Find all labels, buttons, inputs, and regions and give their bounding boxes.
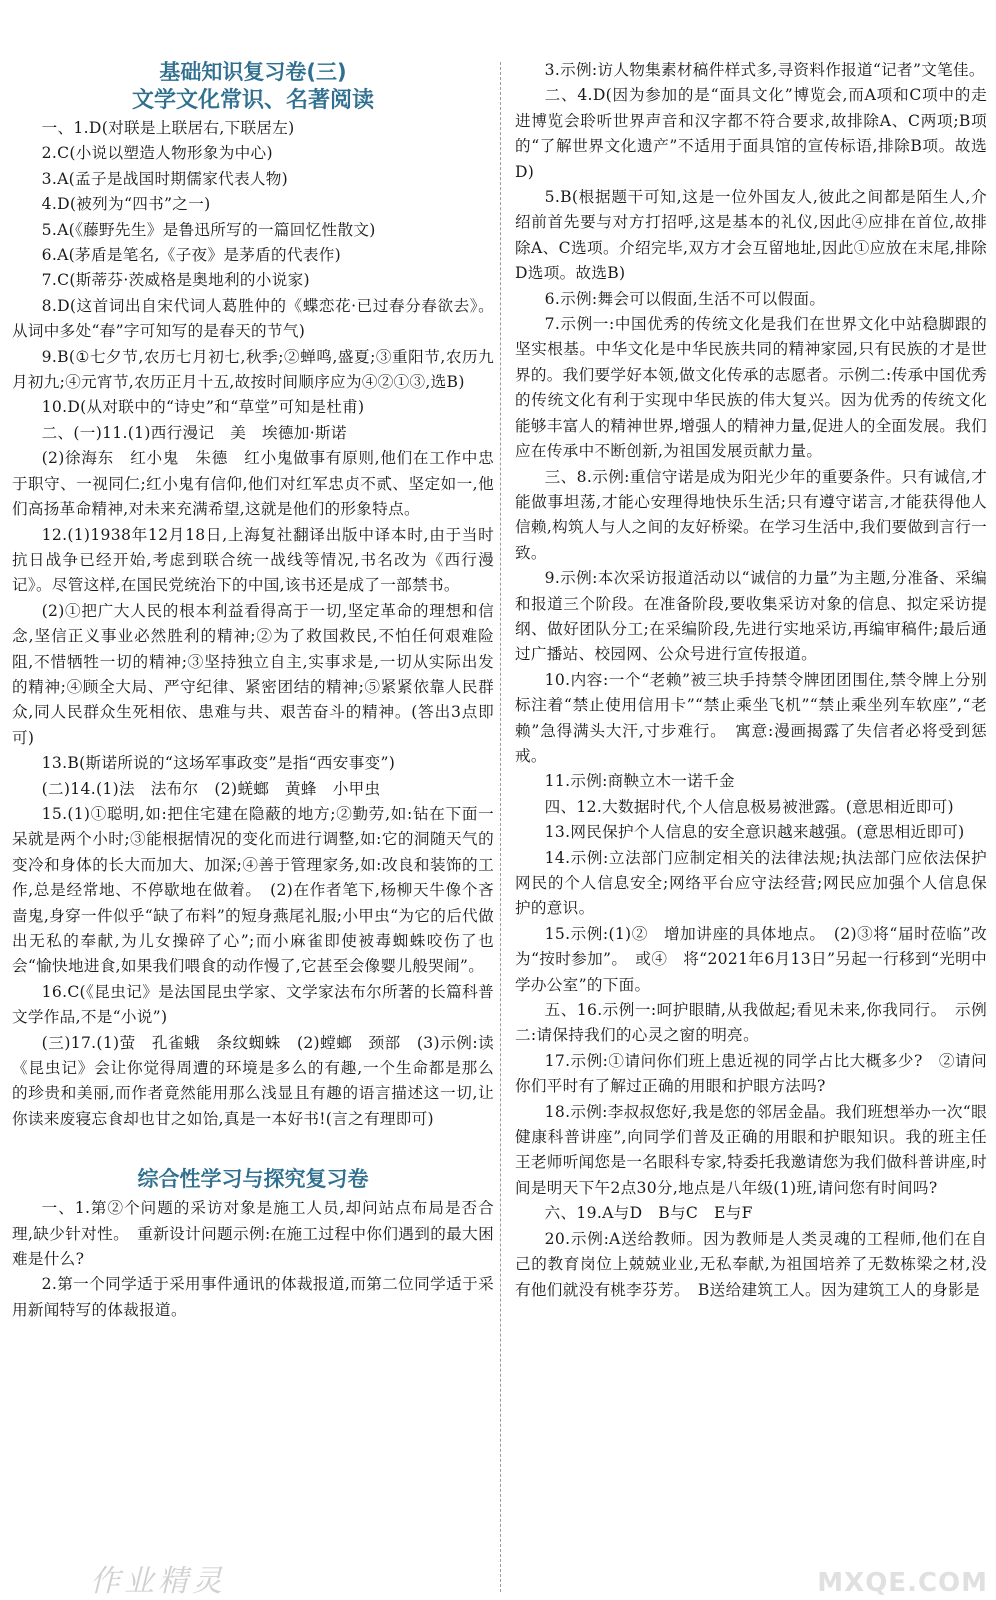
answer-paragraph: 20.示例:A送给教师。因为教师是人类灵魂的工程师,他们在自己的教育岗位上兢兢业业,无私奉献,为祖国培养了无数栋梁之材,没有他们就没有桃李芬芳。 B送给建筑工人。因为建筑工人的身影是: [515, 1229, 987, 1299]
answer-paragraph: (二)14.(1)法 法布尔 (2)蜣螂 黄蜂 小甲虫: [41, 779, 381, 798]
answer-paragraph: 2.第一个同学适于采用事件通讯的体裁报道,而第二位同学适于采用新闻特写的体裁报道。: [12, 1275, 494, 1319]
answer-paragraph: 2.C(小说以塑造人物形象为中心): [41, 144, 273, 163]
answer-paragraph: 7.C(斯蒂芬·茨威格是奥地利的小说家): [41, 271, 310, 290]
answer-paragraph: 15.(1)①聪明,如:把住宅建在隐蔽的地方;②勤劳,如:钻在下面一呆就是两个小时;③能根据情况的变化而进行调整,如:它的洞随天气的变冷和身体的长大而加大、加深;④善于管理家务,如:改良和装饰的工作,总是经常地、不停歇地在做着。 (2)在作者笔下,杨柳天牛像个吝啬鬼,身穿一件似乎“缺了布料”的短身燕尾礼服;小甲虫“为它的后代做出无私的奉献,为儿女操碎了心”;而小麻雀即使被毒蜘蛛咬伤了也会“愉快地进食,如果我们喂食的动作慢了,它甚至会像婴儿般哭闹”。: [12, 804, 494, 976]
right-answer-list: [515, 58, 987, 1303]
answer-paragraph: 13.网民保护个人信息的安全意识越来越强。(意思相近即可): [544, 823, 965, 842]
answer-paragraph: 6.A(茅盾是笔名,《子夜》是茅盾的代表作): [41, 246, 341, 265]
answer-paragraph: 6.示例:舞会可以假面,生活不可以假面。: [544, 289, 826, 308]
answer-paragraph: 5.A(《藤野先生》是鲁迅所写的一篇回忆性散文): [41, 220, 376, 239]
answer-paragraph: 12.(1)1938年12月18日,上海复社翻译出版中译本时,由于当时抗日战争已经开始,考虑到联合统一战线等情况,书名改为《西行漫记》。尽管这样,在国民党统治下的中国,该书还是成了一部禁书。: [12, 525, 494, 595]
answer-paragraph: 一、1.第②个问题的采访对象是施工人员,却问站点布局是否合理,缺少针对性。 重新设计问题示例:在施工过程中你们遇到的最大困难是什么?: [12, 1199, 494, 1269]
left-column: [12, 58, 494, 1323]
answer-paragraph: 4.D(被列为“四书”之一): [41, 195, 211, 214]
answer-paragraph: 13.B(斯诺所说的“这场军事政变”是指“西安事变”): [41, 754, 396, 773]
section-title-comprehensive: 综合性学习与探究复习卷: [137, 1167, 369, 1192]
section-title-basic-review: 基础知识复习卷(三): [159, 60, 347, 84]
answer-paragraph: 二、4.D(因为参加的是“面具文化”博览会,而A项和C项中的走进博览会聆听世界声音和汉字都不符合要求,故排除A、C两项;B项的“了解世界文化遗产”不适用于面具馆的宣传标语,排除B项。故选D): [515, 86, 987, 181]
left-answer-list: [12, 116, 494, 1132]
column-divider: [500, 62, 501, 1592]
answer-paragraph: 16.C(《昆虫记》是法国昆虫学家、文学家法布尔所著的长篇科普文学作品,不是“小说”): [12, 982, 494, 1027]
brand-watermark: MXQE.COM: [817, 1568, 988, 1598]
answer-paragraph: 14.示例:立法部门应制定相关的法律法规;执法部门应依法保护网民的个人信息安全;网络平台应守法经营;网民应加强个人信息保护的意识。: [515, 848, 987, 918]
watermark-text: 作业精灵: [90, 1564, 226, 1599]
answer-paragraph: 5.B(根据题干可知,这是一位外国友人,彼此之间都是陌生人,介绍前首先要与对方打招呼,这是基本的礼仪,因此④应排在首位,故排除A、C选项。介绍完毕,双方才会互留地址,因此①应放在末尾,排除D选项。故选B): [515, 188, 987, 283]
answer-paragraph: 9.B(①七夕节,农历七月初七,秋季;②蝉鸣,盛夏;③重阳节,农历九月初九;④元宵节,农历正月十五,故按时间顺序应为④②①③,选B): [12, 347, 494, 392]
answer-paragraph: 3.示例:访人物集素材稿件样式多,寻资料作报道“记者”文笔佳。: [544, 61, 985, 79]
answer-paragraph: 四、12.大数据时代,个人信息极易被泄露。(意思相近即可): [544, 797, 954, 816]
answer-paragraph: (2)①把广大人民的根本利益看得高于一切,坚定革命的理想和信念,坚信正义事业必然胜利的精神;②为了救国救民,不怕任何艰难险阻,不惜牺牲一切的精神;③坚持独立自主,实事求是,一切从实际出发的精神;④顾全大局、严守纪律、紧密团结的精神;⑤紧紧依靠人民群众,同人民群众生死相依、患难与共、艰苦奋斗的精神。(答出3点即可): [12, 601, 494, 747]
section-subtitle-literature: 文学文化常识、名著阅读: [131, 88, 374, 113]
answer-paragraph: 六、19.A与D B与C E与F: [544, 1204, 753, 1223]
answer-paragraph: 11.示例:商鞅立木一诺千金: [544, 772, 735, 791]
answer-paragraph: 3.A(孟子是战国时期儒家代表人物): [41, 169, 289, 188]
answer-paragraph: 8.D(这首词出自宋代词人葛胜仲的《蝶恋花·已过春分春欲去》。从词中多处“春”字可知写的是春天的节气): [12, 296, 494, 341]
answer-paragraph: 9.示例:本次采访报道活动以“诚信的力量”为主题,分准备、采编和报道三个阶段。在准备阶段,要收集采访对象的信息、拟定采访提纲、做好团队分工;在采编阶段,先进行实地采访,再编审稿件;最后通过广播站、校园网、公众号进行宣传报道。: [515, 569, 987, 664]
answer-paragraph: 10.D(从对联中的“诗史”和“草堂”可知是杜甫): [41, 398, 365, 417]
answer-paragraph: (三)17.(1)萤 孔雀蛾 条纹蜘蛛 (2)螳螂 颈部 (3)示例:读《昆虫记》会让你觉得周遭的环境是多么的有趣,一个生命都是那么的珍贵和美丽,而作者竟然能用那么浅显且有趣的语言描述这一切,让你读来废寝忘食却也甘之如饴,真是一本好书!(言之有理即可): [12, 1033, 494, 1128]
left-answer-list-2: [12, 1196, 494, 1323]
answer-paragraph: 15.示例:(1)② 增加讲座的具体地点。 (2)③将“届时莅临”改为“按时参加”。 或④ 将“2021年6月13日”另起一行移到“光明中学办公室”的下面。: [515, 924, 987, 994]
answer-paragraph: (2)徐海东 红小鬼 朱德 红小鬼做事有原则,他们在工作中忠于职守、一视同仁;红小鬼有信仰,他们对红军忠贞不贰、坚定如一,他们高扬革命精神,对未来充满希望,这就是他们的形象特点。: [12, 449, 494, 519]
answer-paragraph: 18.示例:李叔叔您好,我是您的邻居金晶。我们班想举办一次“眼健康科普讲座”,向同学们普及正确的用眼和护眼知识。我的班主任王老师听闻您是一名眼科专家,特委托我邀请您为我们做科普讲座,时间是明天下午2点30分,地点是八年级(1)班,请问您有时间吗?: [515, 1102, 987, 1197]
answer-paragraph: 10.内容:一个“老赖”被三块手持禁令牌团团围住,禁令牌上分别标注着“禁止使用信用卡”“禁止乘坐飞机”“禁止乘坐列车软座”,“老赖”急得满头大汗,寸步难行。 寓意:漫画揭露了失信者必将受到惩戒。: [515, 670, 987, 765]
answer-paragraph: 17.示例:①请问你们班上患近视的同学占比大概多少? ②请问你们平时有了解过正确的用眼和护眼方法吗?: [515, 1051, 987, 1096]
answer-paragraph: 一、1.D(对联是上联居右,下联居左): [41, 119, 295, 137]
answer-paragraph: 三、8.示例:重信守诺是成为阳光少年的重要条件。只有诚信,才能做事坦荡,才能心安理得地快乐生活;只有遵守诺言,才能获得他人信赖,构筑人与人之间的友好桥梁。在学习生活中,我们要做到言行一致。: [515, 467, 987, 562]
answer-paragraph: 五、16.示例一:呵护眼睛,从我做起;看见未来,你我同行。 示例二:请保持我们的心灵之窗的明亮。: [515, 1001, 987, 1045]
answer-paragraph: 7.示例一:中国优秀的传统文化是我们在世界文化中站稳脚跟的坚实根基。中华文化是中华民族共同的精神家园,只有民族的才是世界的。我们要学好本领,做文化传承的志愿者。示例二:传承中国优秀的传统文化有利于实现中华民族的伟大复兴。因为优秀的传统文化能够丰富人的精神世界,增强人的精神力量,促进人的全面发展。我们应在传承中不断创新,为祖国发展贡献力量。: [515, 315, 987, 461]
answer-paragraph: 二、(一)11.(1)西行漫记 美 埃德加·斯诺: [41, 423, 347, 442]
right-column: [515, 58, 987, 1303]
